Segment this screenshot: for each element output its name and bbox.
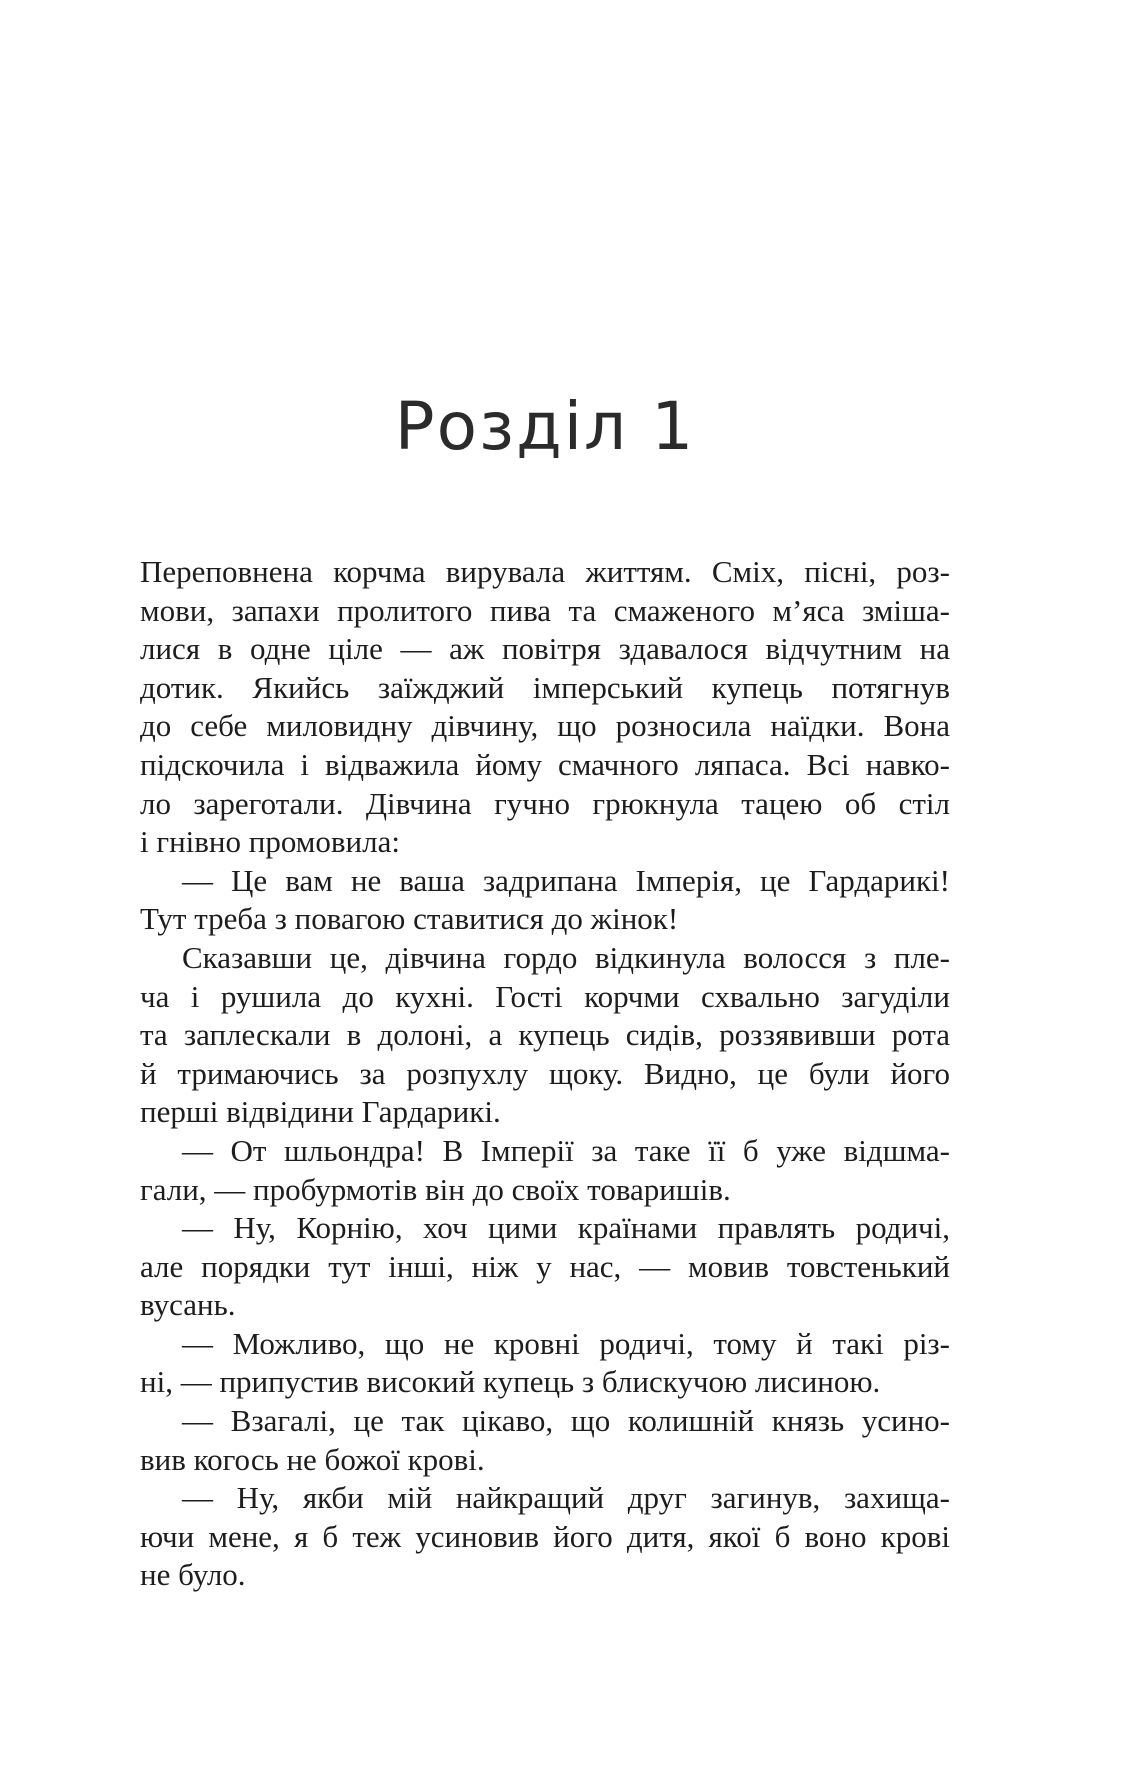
text-line: вусань. [140,1287,236,1323]
text-line: — Ну, якби мій найкращий друг загинув, захища- [182,1480,950,1516]
text-line: — Взагалі, це так цікаво, що колишній князь усино- [182,1403,950,1439]
text-line: підскочила і відважила йому смачного ляпаса. Всі навко- [140,746,950,782]
text-line: вив когось не божої крові. [140,1441,485,1477]
body-text [140,553,950,1595]
text-line: — От шльондра! В Імперії за таке її б уже відшма- [182,1132,950,1168]
text-line: до себе миловидну дівчину, що розносила наїдки. Вона [140,708,950,744]
text-line: не було. [140,1557,246,1593]
text-line: Переповнена корчма вирувала життям. Сміх, пісні, роз- [140,554,950,589]
text-line: — Це вам не ваша задрипана Імперія, це Гардарикі! [182,862,950,898]
text-line: — Можливо, що не кровні родичі, тому й такі різ- [182,1325,950,1361]
text-line: перші відвідини Гардарикі. [140,1094,501,1130]
chapter-title: Розділ 1 [394,388,696,465]
text-line: ло зареготали. Дівчина гучно грюкнула тацею об стіл [140,785,950,821]
text-line: ча і рушила до кухні. Гості корчми схвально загуділи [140,978,950,1014]
text-line: дотик. Якийсь заїжджий імперський купець потягнув [140,669,950,705]
text-line: й тримаючись за розпухлу щоку. Видно, це були його [140,1055,950,1091]
text-line: Сказавши це, дівчина гордо відкинула волосся з пле- [182,939,950,975]
text-line: — Ну, Корнію, хоч цими країнами правлять родичі, [182,1210,950,1246]
text-line: мови, запахи пролитого пива та смаженого м’яса зміша- [140,592,950,628]
text-line: та заплескали в долоні, а купець сидів, роззявивши рота [140,1017,950,1053]
text-line: ючи мене, я б теж усиновив його дитя, якої б воно крові [140,1518,950,1554]
text-line: гали, — пробурмотів він до своїх товаришів. [140,1171,731,1207]
text-line: лися в одне ціле — аж повітря здавалося відчутним на [140,631,950,667]
text-line: ні, — припустив високий купець з блискучою лисиною. [140,1364,881,1400]
text-line: Тут треба з повагою ставитися до жінок! [140,901,679,937]
text-line: але порядки тут інші, ніж у нас, — мовив товстенький [140,1248,950,1284]
text-line: і гнівно промовила: [140,824,400,860]
